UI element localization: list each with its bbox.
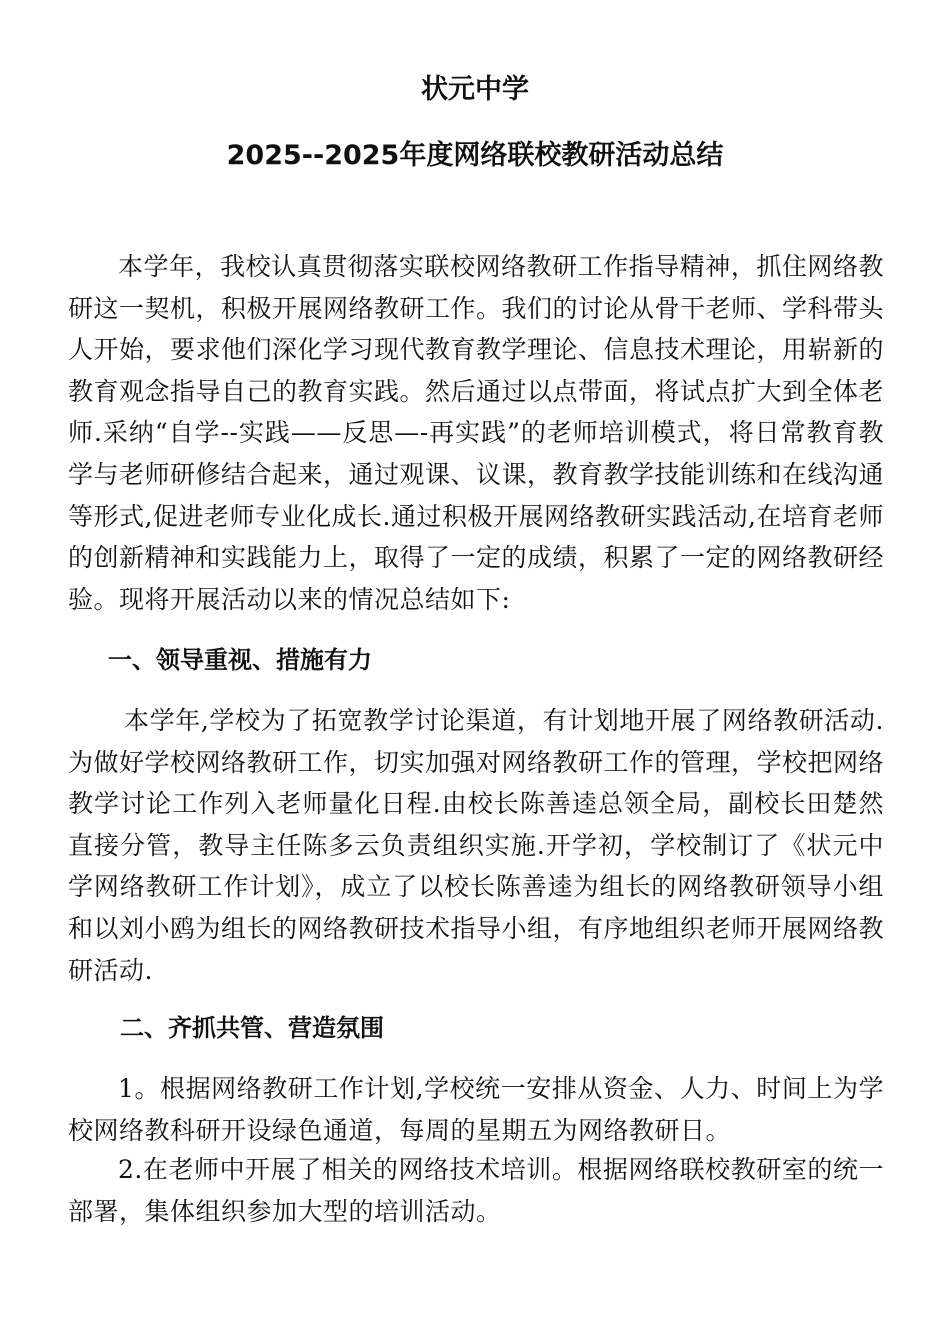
report-title: 2025--2025年度网络联校教研活动总结 [226, 140, 724, 171]
section2-item1: 1。根据网络教研工作计划,学校统一安排从资金、人力、时间上为学校网络教科研开设绿色通道，每周的星期五为网络教研日。 [68, 1074, 884, 1145]
section1-paragraph: 本学年,学校为了拓宽教学讨论渠道，有计划地开展了网络教研活动.为做好学校网络教研工作，切实加强对网络教研工作的管理，学校把网络教学讨论工作列入老师量化日程.由校长陈善逵总领全局，副校长田楚然直接分管，教导主任陈多云负责组织实施.开学初，学校制订了《状元中学网络教研工作计划》，成立了以校长陈善逵为组长的网络教研领导小组和以刘小鸥为组长的网络教研技术指导小组，有序地组织老师开展网络教研活动. [68, 706, 885, 985]
section2-item2: 2.在老师中开展了相关的网络技术培训。根据网络联校教研室的统一部署，集体组织参加大型的培训活动。 [68, 1155, 884, 1226]
school-name-title: 状元中学 [421, 74, 529, 105]
section1-heading: 一、领导重视、措施有力 [108, 646, 372, 674]
intro-paragraph: 本学年，我校认真贯彻落实联校网络教研工作指导精神，抓住网络教研这一契机，积极开展网络教研工作。我们的讨论从骨干老师、学科带头人开始，要求他们深化学习现代教育教学理论、信息技术理论，用崭新的教育观念指导自己的教育实践。然后通过以点带面，将试点扩大到全体老师.采纳“自学--实践——反思—-再实践”的老师培训模式，将日常教育教学与老师研修结合起来，通过观课、议课，教育教学技能训练和在线沟通等形式,促进老师专业化成长.通过积极开展网络教研实践活动,在培育老师的创新精神和实践能力上，取得了一定的成绩，积累了一定的网络教研经验。现将开展活动以来的情况总结如下: [68, 252, 885, 614]
section2-heading: 二、齐抓共管、营造氛围 [120, 1014, 384, 1042]
